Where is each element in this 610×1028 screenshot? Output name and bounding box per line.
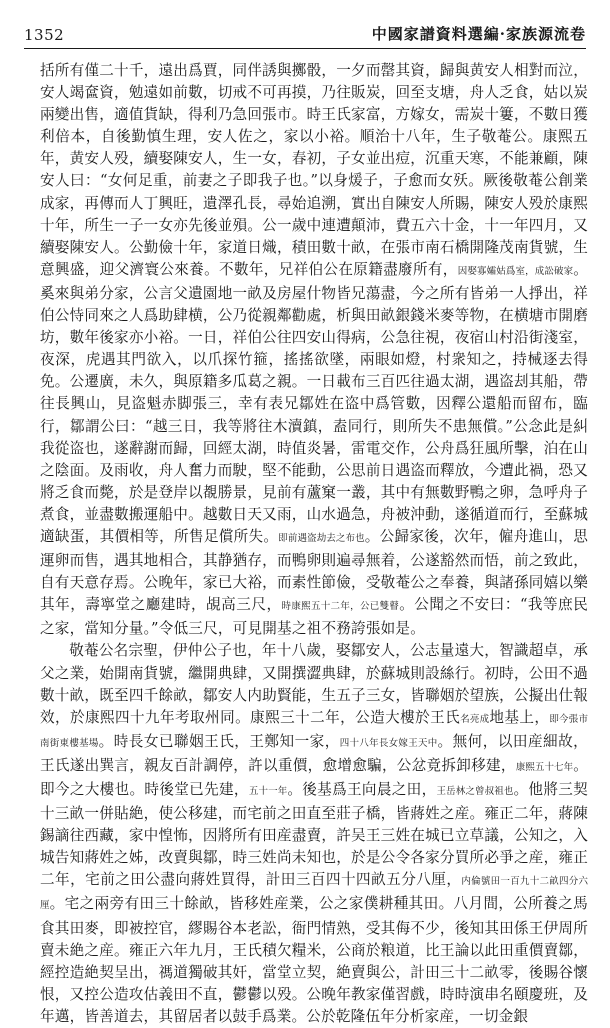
- body-text: [40, 60, 589, 1025]
- text-run: 。公聞之不安曰：“我等庶民之家，當知分量。”令低三尺，可見開基之祖不務誇張如是。: [40, 596, 589, 638]
- text-run: 。奚來與弟分家，公言父遺園地一畝及房屋什物皆兄蕩盡，今之所有皆弟一人掙出，祥伯公恃同來之人爲助肆横，公乃從親鄰勸處，析與田畝銀錢米麥等物，在横塘市開磨坊，數年後家亦小裕。一日，祥伯公往四安山得病，公急往視，夜宿山村沿街淺室，夜深，虎遇其門欲入，以爪探竹箍，搖搖欲墜，兩眼如燈，村衆知之，持械逐去得免。公遷廣，未久，與原籍多瓜葛之親。一日載布三百匹往過太湖，遇盗刦其船，帶往長興山，見盗魁赤脚張三，幸有表兄鄒姓在盗中爲管數，因釋公還船而留布，臨行，鄒謂公曰：“越三日，我等將往木瀆鎮，盍同行，則所失不患無償。”公念此是糾我從盗也，遂辭謝而歸，回經太湖，時值炎暑，雷電交作，公舟爲狂風所擊，泊在山之陰面。及雨收，舟人奮力而駛，堅不能動，公思前日遇盗而釋放，今遭此禍，恐又將乏食而斃，於是登岸以覩勝景，見前有蘆窠一叢，其中有無數野鴨之卵，急呼舟子煮食，並盡數搬運船中。越數日天又雨，山水過急，舟被沖動，遂循道而行，至蘇城適缺蛋，其價相等，所售足償所失。: [40, 260, 588, 545]
- text-run: 敬菴公名宗聖，伊仲公子也，年十八歲，娶鄒安人，公志量遠大，智識超卓，承父之業，始開南貨號，繼開典肆，又開撰澀典肆，於蘇城則設絲行。初時，公田不過數十畝，既至四千餘畝，鄒安人内助賢能，生五子三女，皆聯姻於望族，公擬出仕報效，於康熙四十九年考取州同。康熙三十二年，公造大樓於王氏: [40, 642, 588, 726]
- text-run: 。公歸家後，次年，僱舟進山，思運卵而售，遇其地相合，其静猶存，而鴨卵則遍尋無着，公遂豁然而悟，前之致此，自有天意存焉。公晚年，家已大裕，而素性節儉，受敬菴公之奉養，與諸孫同嬉以樂其年，壽寧堂之廳建時，覘高三尺，: [40, 527, 588, 614]
- inline-note: 即前遇盗劫去之布也: [278, 532, 365, 544]
- paragraph: [40, 60, 588, 640]
- inline-note: 王岳林之曾叔祖也: [436, 786, 514, 797]
- text-run: 。時長女已聯姻王氏，王鄭知一家，: [98, 732, 340, 750]
- page-number: 1352: [24, 26, 65, 44]
- inline-note: 即今張市南街東樓基場: [40, 713, 588, 749]
- inline-note: 康熙五十七年: [515, 761, 574, 773]
- text-run: 地基上，: [489, 708, 550, 726]
- text-run: 括所有僅二十千，遠出爲賈，同伴誘與擲骰，一夕而罄其資，歸與黄安人相對而泣，安人竭奩資，勉遠如前數，切戒不可再摸，乃往販炭，回至支塘，舟人乏食，姑以炭兩變出售，適值貨缺，得利乃急回張市。時王氏家富，方嫁女，需炭十簍，不數日獲利倍本，自後勤慎生理，安人佐之，家以小裕。順治十八年，生子敬菴公。康熙五年，黄安人殁，續娶陳安人，生一女，春初，子女並出痘，沉重天寒，不能兼顧，陳安人曰：“女何足重，前妻之子即我子也。”以身煖子，子愈而女殀。厥後敬菴公創業成家，再傳而人丁興旺，遺澤孔長，尋始追溯，實出自陳安人所賜，陳安人殁於康熙十年，所生一子一女亦先後並殞。公一歲中連遭顛沛，費五六十金，十一年四月，又續娶陳安人。公勤儉十年，家道日熾，積田數十畝，在張市南石橋開隆茂南貨號，生意興盛，迎父濟寰公來養。不數年，兄祥伯公在原籍盡廢所有，: [40, 62, 588, 278]
- text-run: 。無何，以田産細故，王氏遂出巽言，親友百計調停，許以重價，愈增愈騙，公忿竟拆卸移建，: [40, 732, 588, 774]
- text-run: 。他將三契十三畝一併貼絶，使公移建，而宅前之田直至莊子橋，皆蔣姓之産。雍正二年，蔣陳錫謫往西藏，家中惶怖，因將所有田産盡賣，許吴王三姓在城已立草議，公知之，入城告知蔣姓之姊，改賣與鄒，時三姓尚未知也，於是公令各家分買所必爭之産，雍正二年，宅前之田公盡向蔣姓買得，計田三百四十四畝五分八厘，: [40, 781, 588, 889]
- text-run: 。後基爲王向晨之田，: [287, 781, 437, 798]
- paragraph: [40, 640, 588, 1028]
- inline-note: 内倫號田一百九十二畝四分六厘: [40, 876, 588, 912]
- text-run: 。即今之大樓也。時後堂已先建，: [40, 756, 588, 798]
- inline-note: 時康熙五十二年，公已雙瞽: [281, 601, 400, 613]
- inline-note: 因娶寡孀姑爲室，成訟破家: [457, 265, 574, 277]
- header-rule: [24, 48, 586, 49]
- text-run: 。宅之兩旁有田三十餘畝，皆移姓産業，公之家僕耕種其田。八月間，公所養之馬食其田麥，即被控官，繆賜谷本老訟，衙門情熟，受其侮不少，後知其田係王伊周所賣未絶之産。雍正六年九月，王氏積欠糧米，公商於粮道，比王論以此田重價賣鄒，經控造絶契呈出，禡道獨破其奸，當堂立契，絶賣與公，計田三十二畝零，後賜谷懷恨，又控公造攻估義田不直，鬱鬱以殁。公晚年教家僅習戲，時時演串名頤慶班，及年邁，皆善道去，其留居者以鼓手爲業。公於乾隆伍年分析家産，一切金銀: [40, 895, 588, 1025]
- inline-note: 名亮成: [460, 713, 490, 725]
- page-header: [24, 18, 586, 44]
- inline-note: 五十一年: [248, 786, 288, 797]
- running-title: 中國家譜資料選編·家族源流卷: [371, 25, 586, 43]
- inline-note: 四十八年長女嫁王天中: [339, 737, 438, 749]
